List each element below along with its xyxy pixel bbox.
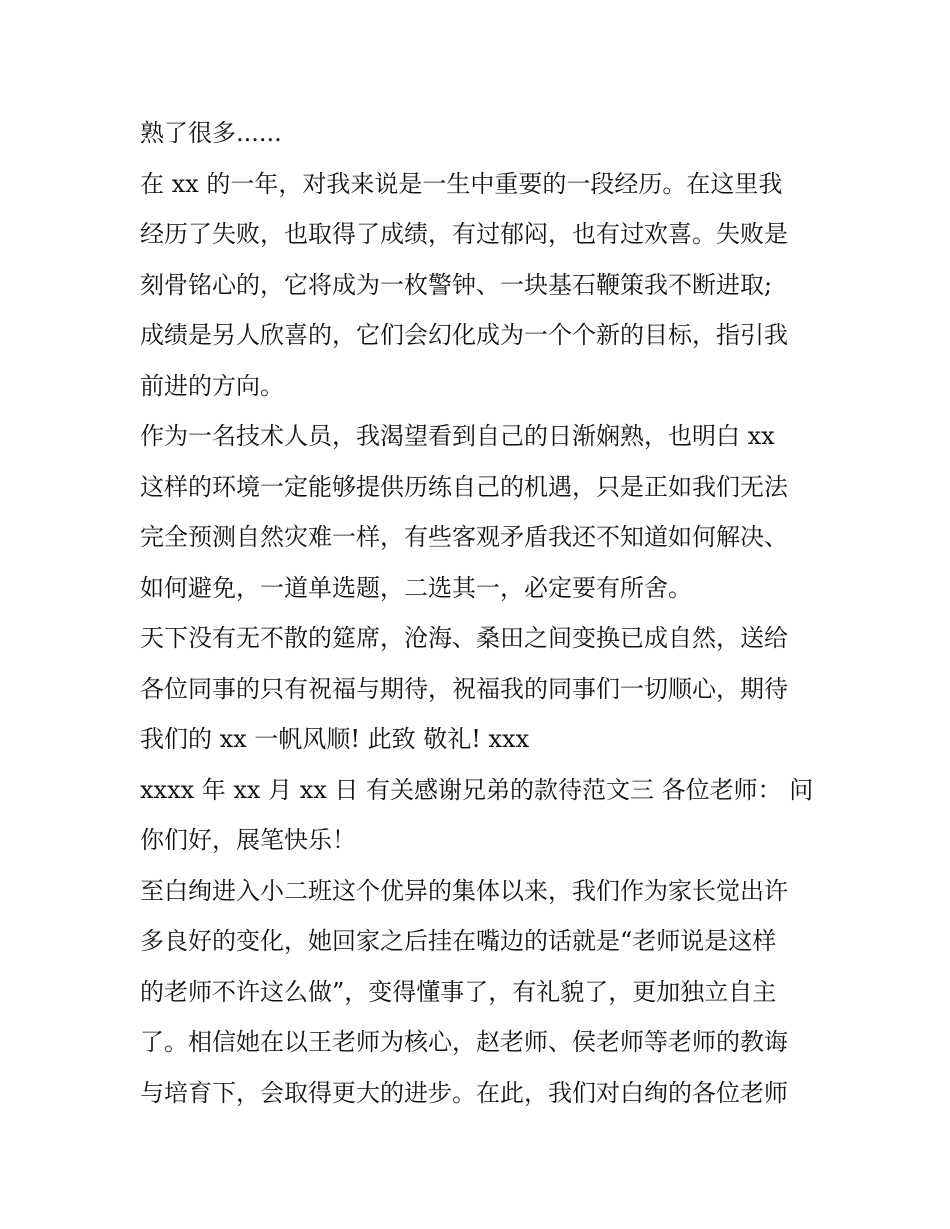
text-line: 刻骨铭心的，它将成为一枚警钟、一块基石鞭策我不断进取; [140,270,773,299]
text-line: 作为一名技术人员，我渴望看到自己的日渐娴熟，也明白 xx [140,422,775,450]
text-line: 了。相信她在以王老师为核心，赵老师、侯老师等老师的教诲 [140,1028,788,1056]
text-line: 熟了很多...... [140,119,282,147]
text-line: 在 xx 的一年，对我来说是一生中重要的一段经历。在这里我 [140,169,783,198]
text-line: 多良好的变化，她回家之后挂在嘴边的话就是“老师说是这样 [140,927,777,955]
text-line: 天下没有无不散的筵席，沧海、桑田之间变换已成自然，送给 [140,624,788,652]
text-line: 经历了失败，也取得了成绩，有过郁闷，也有过欢喜。失败是 [140,220,788,248]
text-line: 如何避免，一道单选题，二选其一，必定要有所舍。 [140,573,692,602]
text-line: 前进的方向。 [140,371,284,400]
text-line: 与培育下，会取得更大的进步。在此，我们对白绚的各位老师 [140,1078,788,1107]
text-line: 至白绚进入小二班这个优异的集体以来，我们作为家长觉出许 [140,876,788,905]
text-line: 成绩是另人欣喜的，它们会幻化成为一个个新的目标，指引我 [140,321,788,349]
document-body [140,108,820,1118]
text-line: 你们好，展笔快乐！ [140,826,356,854]
text-line: 这样的环境一定能够提供历练自己的机遇，只是正如我们无法 [140,472,788,501]
text-line: 各位同事的只有祝福与期待，祝福我的同事们一切顺心，期待 [140,674,788,703]
text-line: xxxx 年 xx 月 xx 日 有关感谢兄弟的款待范文三 各位老师： 问 [140,775,814,804]
text-line: 我们的 xx 一帆风顺! 此致 敬礼! xxx [140,725,530,753]
text-line: 的老师不许这么做”，变得懂事了，有礼貌了，更加独立自主 [140,977,777,1006]
text-line: 完全预测自然灾难一样，有些客观矛盾我还不知道如何解决、 [140,523,788,551]
